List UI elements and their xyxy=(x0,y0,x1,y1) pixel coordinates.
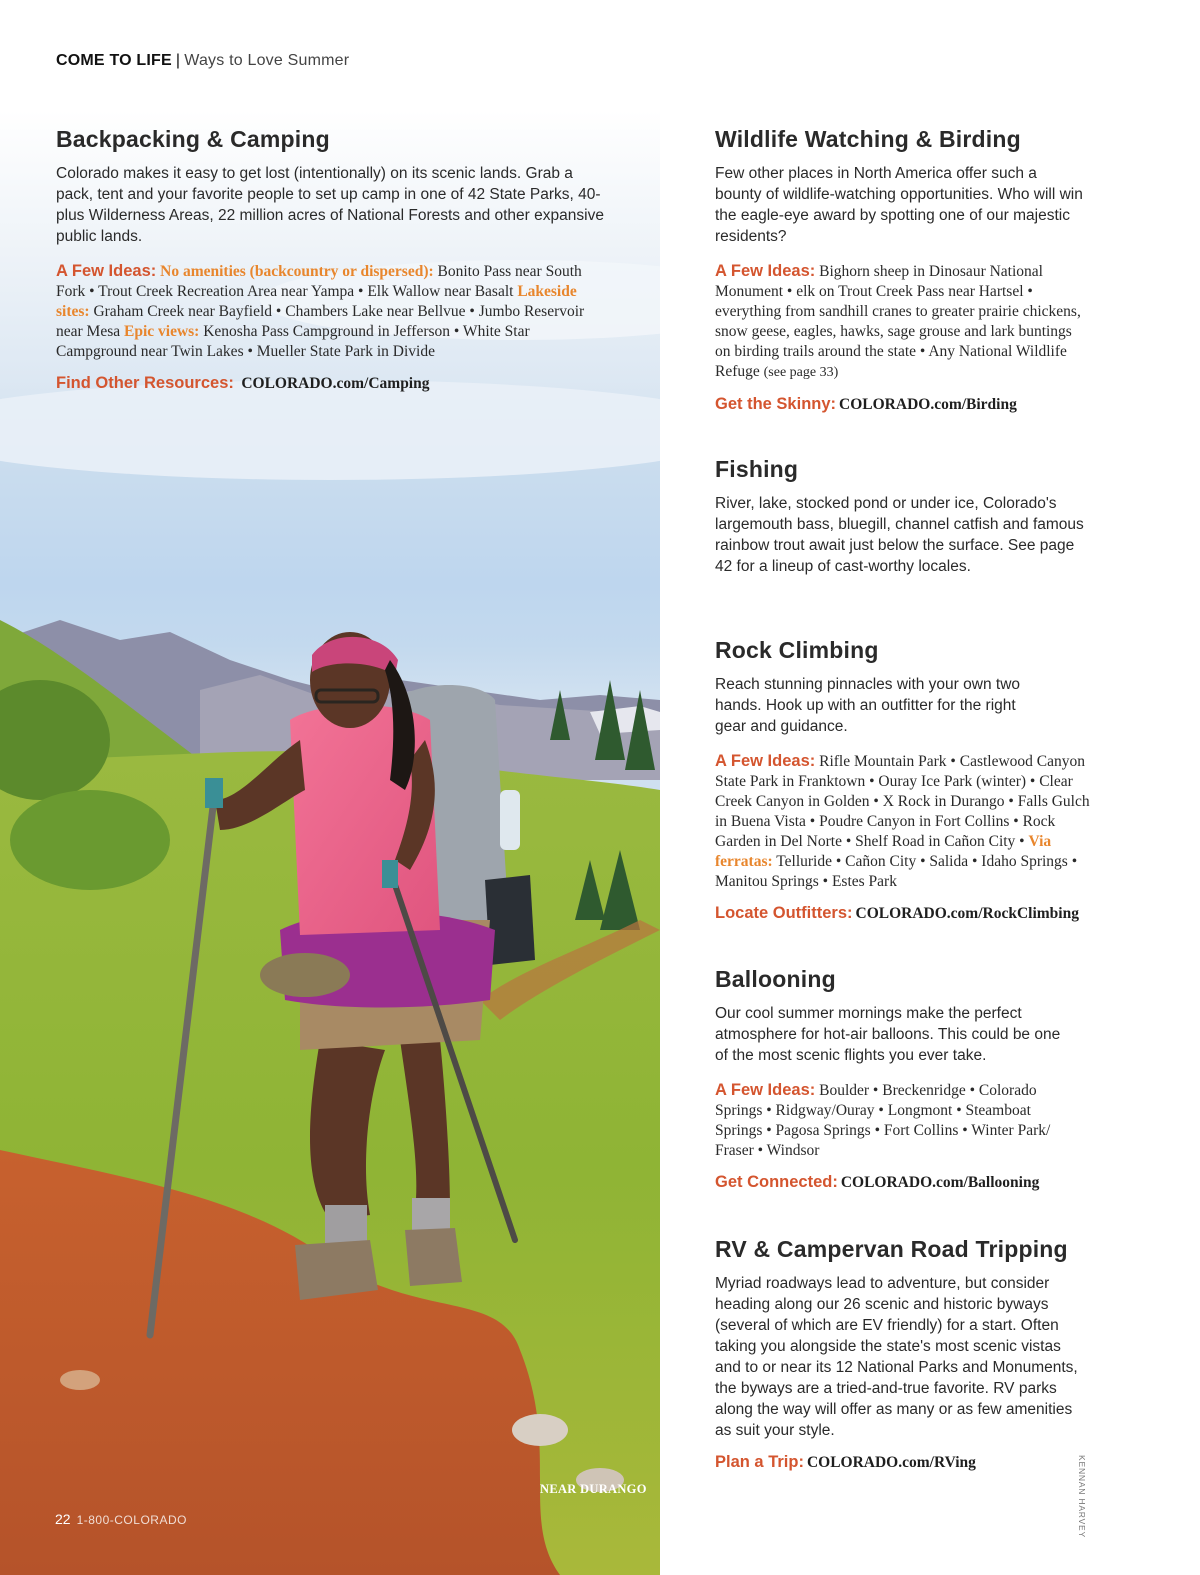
backpacking-intro: Colorado makes it easy to get lost (intentionally) on its scenic lands. Grab a pack, tent and your favorite people to set up camp in one of 42 State Parks, 40-plus Wilderness Areas, 22 million acres of National Forests and other expansive public lands. xyxy=(56,165,604,245)
ideas-text: Bighorn sheep in Dinosaur National Monument • elk on Trout Creek Pass near Hartsel • everything from sandhill cranes to greater prairie chickens, snow geese, eagles, hawks, sage grouse and lark buntings on birding trails around the state • Any National Wildlife Refuge xyxy=(715,263,1081,380)
wildlife-ideas xyxy=(715,261,1085,383)
ideas-text: Graham Creek near Bayfield • Chambers Lake near Bellvue • Jumbo Reservoir near Mesa xyxy=(56,303,585,340)
page-note: (see page 33) xyxy=(763,365,839,380)
photo-credit: KENNAN HARVEY xyxy=(1077,1455,1087,1538)
ideas-text: Boulder • Breckenridge • Colorado Springs • Ridgway/Ouray • Longmont • Steamboat Springs • Pagosa Springs • Fort Collins • Winter Park/ Fraser • Windsor xyxy=(715,1082,1051,1159)
article-backpacking xyxy=(56,126,608,393)
backpacking-title: Backpacking & Camping xyxy=(56,126,330,152)
article-wildlife xyxy=(715,126,1085,414)
climbing-intro: Reach stunning pinnacles with your own two hands. Hook up with an outfitter for the right gear and guidance. xyxy=(715,676,1021,735)
article-climbing xyxy=(715,637,1100,923)
running-head xyxy=(56,52,349,70)
ballooning-title: Ballooning xyxy=(715,966,836,992)
ideas-label: A Few Ideas: xyxy=(715,1081,816,1099)
photo-caption: NEAR DURANGO xyxy=(540,1482,647,1496)
resource-label: Locate Outfitters: xyxy=(715,904,853,922)
rv-link[interactable]: COLORADO.com/RVing xyxy=(806,1454,976,1471)
ideas-tag: Lakeside sites: xyxy=(56,283,577,320)
section-subtitle: Ways to Love Summer xyxy=(184,52,350,69)
backpacking-resource xyxy=(56,374,608,393)
camping-link[interactable]: COLORADO.com/Camping xyxy=(241,375,430,392)
ideas-tag: Via ferratas: xyxy=(715,833,1052,870)
ideas-label: A Few Ideas: xyxy=(715,752,816,770)
climbing-link[interactable]: COLORADO.com/RockClimbing xyxy=(855,905,1079,922)
wildlife-title: Wildlife Watching & Birding xyxy=(715,126,1021,152)
climbing-ideas xyxy=(715,751,1100,892)
header-separator: | xyxy=(175,52,181,69)
ideas-label: A Few Ideas: xyxy=(56,262,157,280)
birding-link[interactable]: COLORADO.com/Birding xyxy=(839,396,1017,413)
rv-resource xyxy=(715,1453,1085,1472)
section-name: COME TO LIFE xyxy=(56,52,172,69)
ideas-text: Telluride • Cañon City • Salida • Idaho Springs • Manitou Springs • Estes Park xyxy=(715,853,1078,890)
wildlife-intro: Few other places in North America offer such a bounty of wildlife-watching opportunities. Who will win the eagle-eye award by spotting one of our majestic residents? xyxy=(715,165,1083,245)
rv-intro: Myriad roadways lead to adventure, but consider heading along our 26 scenic and historic byways (several of which are EV friendly) for a start. Often taking you alongside the state's most scenic vistas and to or near its 12 National Parks and Monuments, the byways are a tried-and-true favorite. RV parks along the way will offer as many or as few amenities as suit your style. xyxy=(715,1275,1078,1439)
resource-label: Find Other Resources: xyxy=(56,374,234,392)
ideas-tag: Epic views: xyxy=(124,323,200,340)
ballooning-ideas xyxy=(715,1080,1065,1161)
ideas-text: Bonito Pass near South Fork • Trout Creek Recreation Area near Yampa • Elk Wallow near Basalt xyxy=(56,263,582,300)
resource-label: Plan a Trip: xyxy=(715,1453,804,1471)
fishing-title: Fishing xyxy=(715,456,799,482)
article-rv xyxy=(715,1236,1085,1472)
article-ballooning xyxy=(715,966,1065,1192)
climbing-resource xyxy=(715,904,1100,923)
page-number: 22 xyxy=(55,1511,71,1527)
climbing-title: Rock Climbing xyxy=(715,637,879,663)
article-fishing xyxy=(715,456,1085,577)
rv-title: RV & Campervan Road Tripping xyxy=(715,1236,1068,1262)
ideas-text: Rifle Mountain Park • Castlewood Canyon State Park in Franktown • Ouray Ice Park (winter) • Clear Creek Canyon in Golden • X Rock in Durango • Falls Gulch in Buena Vista • Poudre Canyon in Fort Collins • Rock Garden in Del Norte • Shelf Road in Cañon City • xyxy=(715,753,1090,850)
ideas-label: A Few Ideas: xyxy=(715,262,816,280)
resource-label: Get the Skinny: xyxy=(715,395,837,413)
folio xyxy=(55,1511,187,1527)
ideas-tag: No amenities (backcountry or dispersed): xyxy=(160,263,434,280)
wildlife-resource xyxy=(715,395,1085,414)
ballooning-link[interactable]: COLORADO.com/Ballooning xyxy=(840,1174,1040,1191)
publication-name: 1-800-COLORADO xyxy=(76,1513,187,1527)
ballooning-intro: Our cool summer mornings make the perfect atmosphere for hot-air balloons. This could be one of the most scenic flights you ever take. xyxy=(715,1005,1061,1064)
ideas-text: Kenosha Pass Campground in Jefferson • White Star Campground near Twin Lakes • Mueller State Park in Divide xyxy=(56,323,530,360)
backpacking-ideas xyxy=(56,261,608,362)
fishing-intro: River, lake, stocked pond or under ice, Colorado's largemouth bass, bluegill, channel catfish and famous rainbow trout await just below the surface. See page 42 for a lineup of cast-worthy locales. xyxy=(715,495,1084,575)
resource-label: Get Connected: xyxy=(715,1173,838,1191)
ballooning-resource xyxy=(715,1173,1065,1192)
